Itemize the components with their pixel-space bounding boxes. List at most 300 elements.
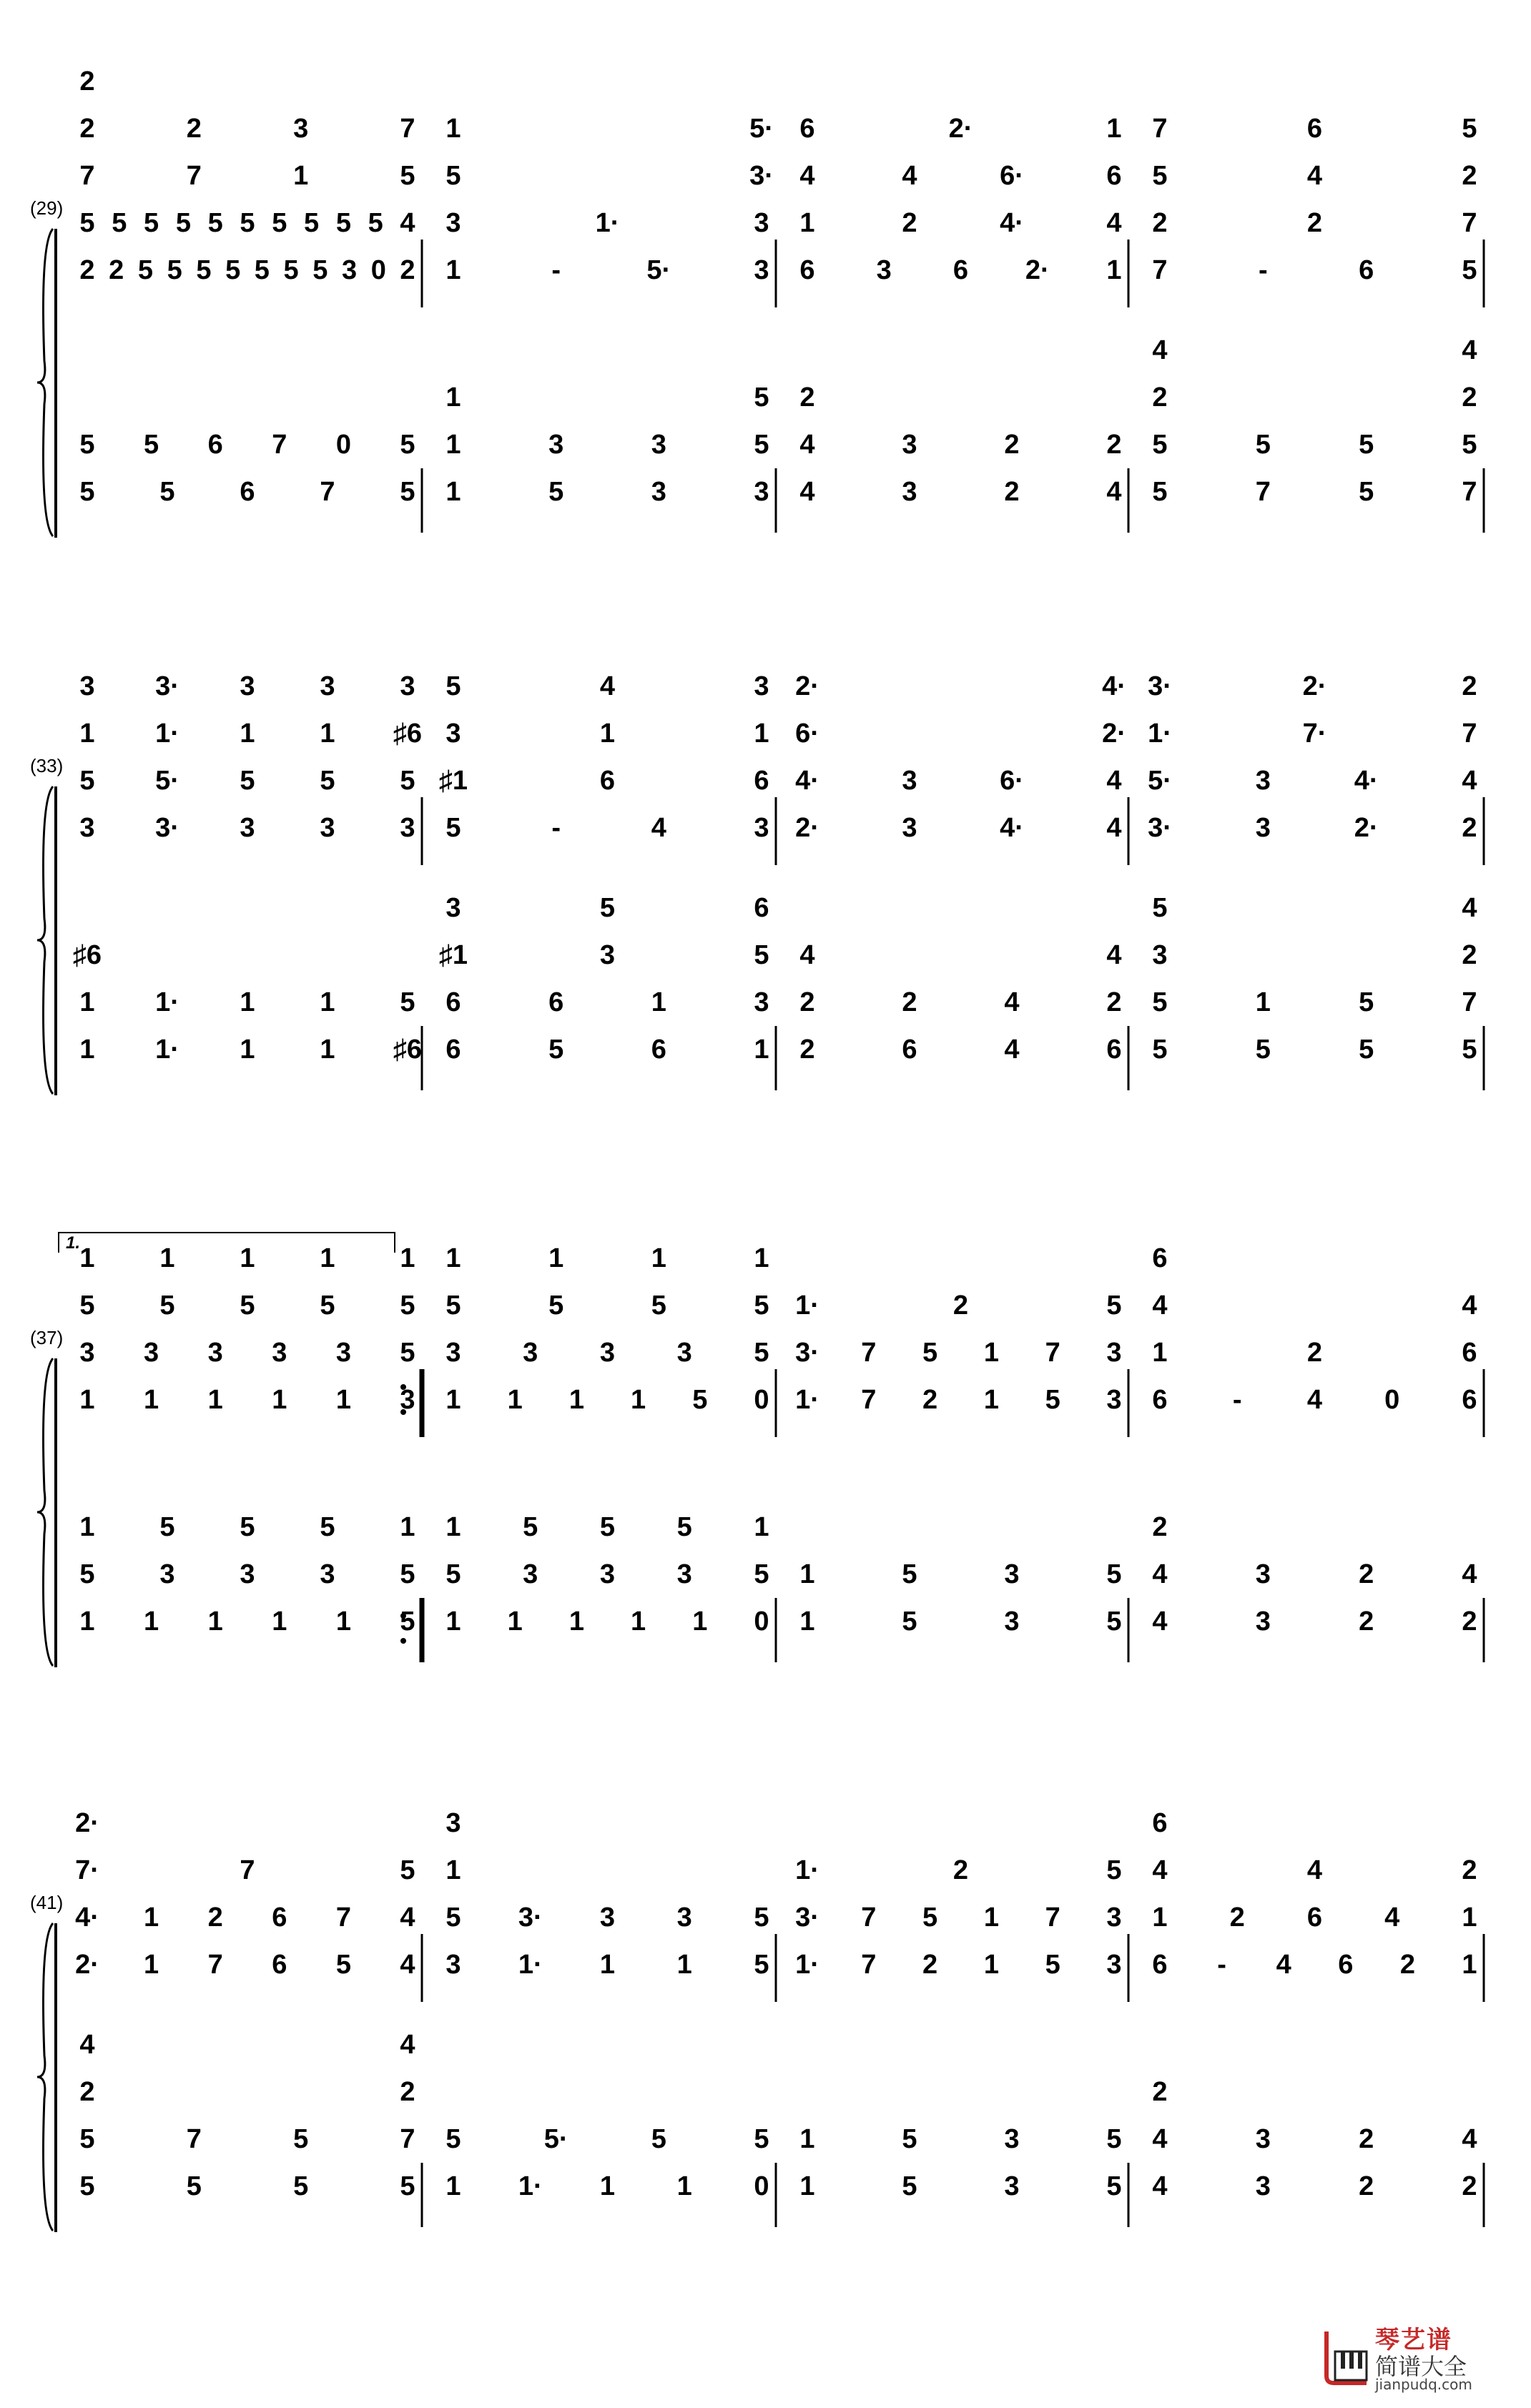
- rh-note: 5: [312, 255, 328, 285]
- rh-note: 1: [240, 719, 255, 749]
- lh-note: 4: [1152, 2171, 1168, 2201]
- rh-note: 2·: [948, 114, 973, 144]
- lh-note: 5: [1106, 1559, 1122, 1589]
- measure: [795, 671, 1126, 1065]
- lh-note: 2: [1462, 1607, 1477, 1637]
- rh-note: 4: [799, 161, 815, 191]
- rh-note: 5: [112, 208, 127, 238]
- lh-note: 1: [445, 1512, 461, 1542]
- rh-note: 1·: [795, 1950, 819, 1980]
- lh-note: 6: [651, 1035, 666, 1065]
- lh-note: 3: [1004, 1559, 1020, 1589]
- rh-note: 3: [676, 1338, 692, 1368]
- rh-note: 4: [1306, 1855, 1323, 1885]
- lh-note: 4: [1004, 987, 1020, 1017]
- rh-note: 7·: [1302, 719, 1327, 749]
- rh-note: 1: [568, 1385, 584, 1415]
- lh-note: 3: [754, 987, 769, 1017]
- rh-note: 3·: [1148, 813, 1172, 843]
- rh-note: 6: [1152, 1385, 1168, 1415]
- lh-note: 3: [902, 430, 917, 460]
- rh-note: 1: [445, 1855, 461, 1885]
- rh-note: 6: [1359, 255, 1374, 285]
- rh-note: 3: [445, 1808, 461, 1838]
- lh-note: 1: [445, 1607, 461, 1637]
- lh-note: 1: [320, 987, 335, 1017]
- rh-note: 1·: [795, 1855, 819, 1885]
- lh-note: 1: [631, 1607, 646, 1637]
- rh-note: 6·: [1000, 766, 1024, 796]
- rh-note: 4: [599, 671, 616, 701]
- rh-note: 5: [400, 1338, 415, 1368]
- lh-note: 5: [240, 1512, 255, 1542]
- lh-note: 5: [1462, 430, 1477, 460]
- lh-note: 4: [1106, 477, 1122, 507]
- measure: [799, 114, 1121, 507]
- rh-note: ♯1: [438, 766, 468, 796]
- rh-note: 1: [320, 719, 335, 749]
- lh-note: 4: [799, 477, 815, 507]
- volta-number: 1.: [66, 1233, 81, 1253]
- lh-note: 4: [1462, 893, 1477, 923]
- rh-note: 3: [445, 208, 461, 238]
- lh-note: 1: [754, 1035, 769, 1065]
- lh-note: 7: [186, 2124, 202, 2154]
- lh-note: 5: [1152, 430, 1168, 460]
- rh-note: 3: [400, 671, 415, 701]
- lh-note: 4: [799, 940, 815, 970]
- rh-note: 3: [599, 1903, 616, 1933]
- lh-note: 3: [523, 1559, 538, 1589]
- lh-note: 2: [1152, 2077, 1168, 2107]
- rh-note: 5: [167, 255, 182, 285]
- rh-note: 2: [79, 255, 95, 285]
- lh-note: 2: [1004, 477, 1020, 507]
- lh-note: 1: [568, 1607, 584, 1637]
- piano-logo-icon: [1319, 2326, 1371, 2387]
- lh-note: 5: [1255, 1035, 1271, 1065]
- rh-note: 2: [186, 114, 202, 144]
- rh-note: 5: [335, 1950, 351, 1980]
- rh-note: 4: [1106, 208, 1122, 238]
- rh-note: 3: [902, 766, 917, 796]
- rh-note: 5: [272, 208, 287, 238]
- rh-note: 0: [370, 255, 386, 285]
- rh-note: 7: [1152, 114, 1168, 144]
- rh-note: 2: [1229, 1903, 1245, 1933]
- lh-note: 1: [79, 1035, 95, 1065]
- lh-note: 3: [599, 1559, 616, 1589]
- rh-note: 1: [445, 255, 461, 285]
- lh-note: 4: [1152, 335, 1168, 365]
- rh-note: 3: [445, 1338, 461, 1368]
- rh-note: 7: [400, 114, 415, 144]
- lh-note: 3: [1004, 2171, 1020, 2201]
- rh-note: 6: [599, 766, 616, 796]
- rh-note: 4: [902, 161, 917, 191]
- rh-note: 1: [1462, 1903, 1477, 1933]
- rh-note: 5: [692, 1385, 708, 1415]
- lh-note: 3: [240, 1559, 255, 1589]
- rh-note: 1: [983, 1338, 999, 1368]
- lh-note: 5: [599, 1512, 616, 1542]
- measure: [795, 1855, 1121, 2201]
- lh-note: 5: [754, 383, 769, 413]
- lh-note: ♯6: [72, 940, 102, 970]
- system-3: [30, 1233, 1484, 1667]
- lh-note: 5: [1152, 477, 1168, 507]
- lh-note: 1·: [155, 1035, 179, 1065]
- lh-note: 5: [1152, 893, 1168, 923]
- rh-note: 5: [922, 1338, 938, 1368]
- rh-note: 1·: [795, 1291, 819, 1321]
- rh-note: 5: [283, 255, 299, 285]
- rh-note: 1: [159, 1243, 175, 1273]
- measure: [79, 1243, 415, 1637]
- rh-note: 7: [207, 1950, 223, 1980]
- rh-note: 3: [293, 114, 309, 144]
- lh-note: 4: [1152, 1559, 1168, 1589]
- rh-note: 1: [983, 1950, 999, 1980]
- lh-note: 1·: [518, 2171, 543, 2201]
- lh-note: 2: [79, 2077, 95, 2107]
- system-brace: [37, 786, 53, 1094]
- rh-note: 3: [1106, 1385, 1122, 1415]
- lh-note: 5: [186, 2171, 202, 2201]
- rh-note: 6: [1106, 161, 1122, 191]
- lh-note: 1: [79, 987, 95, 1017]
- measure: [1152, 1243, 1477, 1637]
- rh-note: 5: [79, 208, 95, 238]
- lh-note: 4: [1004, 1035, 1020, 1065]
- rh-note: 1: [1152, 1338, 1168, 1368]
- measure: [439, 671, 769, 1065]
- lh-note: 1: [272, 1607, 287, 1637]
- measure-number: (33): [30, 755, 64, 776]
- rh-note: 6: [952, 255, 969, 285]
- measure: [445, 1243, 769, 1637]
- rh-note: 5: [207, 208, 223, 238]
- rh-note: 1: [144, 1385, 159, 1415]
- rh-note: 5: [196, 255, 212, 285]
- lh-note: 5: [1152, 1035, 1168, 1065]
- lh-note: 1: [1255, 987, 1271, 1017]
- rh-note: 6: [1152, 1950, 1168, 1980]
- rh-note: 5: [754, 1950, 769, 1980]
- lh-note: 1: [144, 1607, 159, 1637]
- rh-note: 3: [754, 208, 769, 238]
- rh-note: 1·: [795, 1385, 819, 1415]
- rh-note: 5: [240, 208, 255, 238]
- rh-note: 3·: [749, 161, 774, 191]
- lh-note: 7: [1255, 477, 1271, 507]
- measure-number: (41): [30, 1892, 64, 1913]
- lh-note: 0: [335, 430, 351, 460]
- lh-note: 1: [320, 1035, 335, 1065]
- lh-note: 5: [320, 1512, 335, 1542]
- volta-bracket: [59, 1233, 395, 1253]
- rh-note: 7: [861, 1903, 877, 1933]
- rh-note: 2: [1462, 813, 1477, 843]
- watermark-site-name: 简谱大全: [1375, 2353, 1467, 2380]
- rh-note: 6: [1338, 1950, 1354, 1980]
- rh-note: 1·: [518, 1950, 543, 1980]
- lh-note: 5: [79, 2171, 95, 2201]
- rh-note: 1: [599, 1950, 616, 1980]
- lh-note: 5: [400, 477, 415, 507]
- rh-note: 5·: [1148, 766, 1172, 796]
- rh-note: 4: [651, 813, 666, 843]
- rh-note: 2·: [75, 1808, 99, 1838]
- lh-note: 5: [400, 1607, 415, 1637]
- lh-note: 4: [400, 2030, 415, 2060]
- lh-note: 5: [400, 430, 415, 460]
- rh-note: -: [1217, 1950, 1226, 1980]
- rh-note: -: [1232, 1385, 1242, 1415]
- rh-note: 4: [1152, 1291, 1168, 1321]
- rh-note: 5: [400, 1855, 415, 1885]
- lh-note: 2: [1106, 430, 1122, 460]
- lh-note: 5: [79, 1559, 95, 1589]
- rh-note: 3: [445, 719, 461, 749]
- rh-note: 3: [1255, 813, 1271, 843]
- lh-note: 2: [400, 2077, 415, 2107]
- lh-note: 6: [902, 1035, 917, 1065]
- lh-note: 1: [754, 1512, 769, 1542]
- lh-note: 2: [1359, 1559, 1374, 1589]
- rh-note: 5: [445, 1291, 461, 1321]
- rh-note: 6: [1306, 114, 1323, 144]
- rh-note: 4: [1306, 161, 1323, 191]
- rh-note: 2·: [1025, 255, 1050, 285]
- lh-note: 1: [400, 1512, 415, 1542]
- lh-note: 5: [651, 2124, 666, 2154]
- system-brace: [37, 1358, 53, 1666]
- rh-note: 4: [1276, 1950, 1291, 1980]
- rh-note: 5: [335, 208, 351, 238]
- rh-note: 2·: [1354, 813, 1379, 843]
- lh-note: 2: [799, 383, 815, 413]
- rh-note: 2: [1152, 208, 1168, 238]
- system-2: [30, 671, 1484, 1095]
- rh-note: 3: [79, 1338, 95, 1368]
- lh-note: 1: [692, 1607, 708, 1637]
- lh-note: 6: [1106, 1035, 1122, 1065]
- lh-note: 5·: [543, 2124, 568, 2154]
- rh-note: 2: [902, 208, 917, 238]
- rh-note: 2: [109, 255, 124, 285]
- lh-note: 5: [754, 2124, 769, 2154]
- rh-note: 2: [400, 255, 415, 285]
- lh-note: 5: [599, 893, 616, 923]
- rh-note: 3: [240, 813, 255, 843]
- rh-note: 3: [1255, 766, 1271, 796]
- lh-note: 1: [240, 987, 255, 1017]
- lh-note: 2: [1152, 383, 1168, 413]
- rh-note: 2·: [75, 1950, 99, 1980]
- rh-note: 1: [400, 1243, 415, 1273]
- rh-note: 2: [1306, 208, 1323, 238]
- rh-note: 6: [1152, 1243, 1168, 1273]
- rh-note: 0: [1384, 1385, 1400, 1415]
- rh-note: 7: [79, 161, 95, 191]
- rh-note: 1: [445, 1385, 461, 1415]
- rh-note: 7: [861, 1338, 877, 1368]
- lh-note: 7: [400, 2124, 415, 2154]
- lh-note: 5: [79, 2124, 95, 2154]
- rh-note: 2·: [1102, 719, 1126, 749]
- rh-note: 3: [754, 671, 769, 701]
- lh-note: ♯1: [438, 940, 468, 970]
- rh-note: 1: [320, 1243, 335, 1273]
- lh-note: 5: [902, 1559, 917, 1589]
- lh-note: 5: [79, 430, 95, 460]
- rh-note: 3: [523, 1338, 538, 1368]
- lh-note: 2: [1004, 430, 1020, 460]
- rh-note: 6: [754, 766, 769, 796]
- lh-note: 1: [445, 383, 461, 413]
- rh-note: 1: [335, 1385, 351, 1415]
- rh-note: 5: [1045, 1950, 1060, 1980]
- lh-note: 7: [1462, 477, 1477, 507]
- rh-note: 1: [983, 1903, 999, 1933]
- rh-note: 6: [1462, 1338, 1477, 1368]
- rh-note: 1: [507, 1385, 523, 1415]
- rh-note: 5: [254, 255, 270, 285]
- rh-note: 5·: [646, 255, 671, 285]
- lh-note: 3: [1255, 1607, 1271, 1637]
- lh-note: 2: [799, 987, 815, 1017]
- rh-note: 5: [368, 208, 383, 238]
- rh-note: 6: [1152, 1808, 1168, 1838]
- rh-note: 5: [445, 671, 461, 701]
- rh-note: 1·: [155, 719, 179, 749]
- lh-note: 5: [1106, 2171, 1122, 2201]
- system-brace: [37, 229, 53, 536]
- lh-note: 5: [754, 1559, 769, 1589]
- rh-note: 1: [445, 114, 461, 144]
- rh-note: 2: [1306, 1338, 1323, 1368]
- rh-note: 4: [400, 208, 415, 238]
- rh-note: 1: [1462, 1950, 1477, 1980]
- lh-note: 2: [1359, 2171, 1374, 2201]
- lh-note: 2: [1462, 383, 1477, 413]
- lh-note: 5: [1359, 430, 1374, 460]
- rh-note: 7: [861, 1385, 877, 1415]
- lh-note: 5: [754, 430, 769, 460]
- rh-note: 3: [876, 255, 892, 285]
- lh-note: 3: [1255, 1559, 1271, 1589]
- rh-note: 5: [1152, 161, 1168, 191]
- lh-note: 5: [1462, 1035, 1477, 1065]
- repeat-dot: [400, 1638, 406, 1644]
- rh-note: 3: [79, 813, 95, 843]
- lh-note: 5: [523, 1512, 538, 1542]
- rh-note: 2: [922, 1950, 938, 1980]
- lh-note: 6: [445, 1035, 461, 1065]
- rh-note: 4·: [795, 766, 819, 796]
- rh-note: 2: [79, 114, 95, 144]
- rh-note: 2: [1462, 161, 1477, 191]
- lh-note: 1: [335, 1607, 351, 1637]
- rh-note: ♯6: [393, 719, 423, 749]
- lh-note: 6: [207, 430, 223, 460]
- rh-note: 5: [225, 255, 241, 285]
- rh-note: 2·: [1302, 671, 1327, 701]
- rh-note: 7: [1045, 1903, 1060, 1933]
- rh-note: 5: [400, 1291, 415, 1321]
- rh-note: 1: [983, 1385, 999, 1415]
- lh-note: 3: [548, 430, 564, 460]
- rh-note: 7: [1152, 255, 1168, 285]
- rh-note: 5: [320, 766, 335, 796]
- measure: [73, 671, 422, 1065]
- rh-note: 6: [272, 1903, 287, 1933]
- rh-note: 7: [186, 161, 202, 191]
- lh-note: 3: [599, 940, 616, 970]
- rh-note: 3: [400, 813, 415, 843]
- rh-note: 4: [1384, 1903, 1400, 1933]
- lh-note: 3: [159, 1559, 175, 1589]
- lh-note: 4: [1106, 940, 1122, 970]
- rh-note: -: [551, 813, 561, 843]
- rh-note: 1: [799, 208, 815, 238]
- lh-note: 5: [902, 2124, 917, 2154]
- rh-note: 4: [400, 1950, 415, 1980]
- rh-note: 5: [240, 766, 255, 796]
- rh-note: 1: [754, 719, 769, 749]
- measure: [1152, 1808, 1477, 2201]
- rh-note: 5: [1045, 1385, 1060, 1415]
- rh-note: -: [551, 255, 561, 285]
- rh-note: 3: [902, 813, 917, 843]
- measure-number: (29): [30, 197, 64, 219]
- rh-note: 1: [79, 1243, 95, 1273]
- lh-note: 1: [799, 2124, 815, 2154]
- measure-number: (37): [30, 1327, 64, 1348]
- lh-note: 1: [799, 1559, 815, 1589]
- system-4: [30, 1808, 1484, 2232]
- lh-note: 2: [902, 987, 917, 1017]
- rh-note: 3: [272, 1338, 287, 1368]
- rh-note: 5·: [749, 114, 774, 144]
- rh-note: 7: [1462, 719, 1477, 749]
- lh-note: 5: [144, 430, 159, 460]
- rh-note: 2: [952, 1291, 969, 1321]
- lh-note: 5: [548, 1035, 564, 1065]
- system-brace: [37, 1923, 53, 2231]
- rh-note: 7: [1462, 208, 1477, 238]
- rh-note: 2: [1462, 671, 1477, 701]
- rh-note: 3: [400, 1385, 415, 1415]
- measure: [445, 114, 773, 507]
- lh-note: 0: [754, 1607, 769, 1637]
- rh-note: 3: [599, 1338, 616, 1368]
- rh-note: 1: [548, 1243, 564, 1273]
- rh-note: 5: [445, 1903, 461, 1933]
- rh-note: 4·: [75, 1903, 99, 1933]
- rh-note: 3: [1106, 1338, 1122, 1368]
- rh-note: 3·: [155, 671, 179, 701]
- rh-note: 4: [400, 1903, 415, 1933]
- rh-note: 6: [799, 255, 815, 285]
- lh-note: 5: [548, 477, 564, 507]
- lh-note: 3: [902, 477, 917, 507]
- lh-note: 1: [79, 1607, 95, 1637]
- rh-note: 3·: [518, 1903, 543, 1933]
- rh-note: 1: [631, 1385, 646, 1415]
- lh-note: 5: [902, 2171, 917, 2201]
